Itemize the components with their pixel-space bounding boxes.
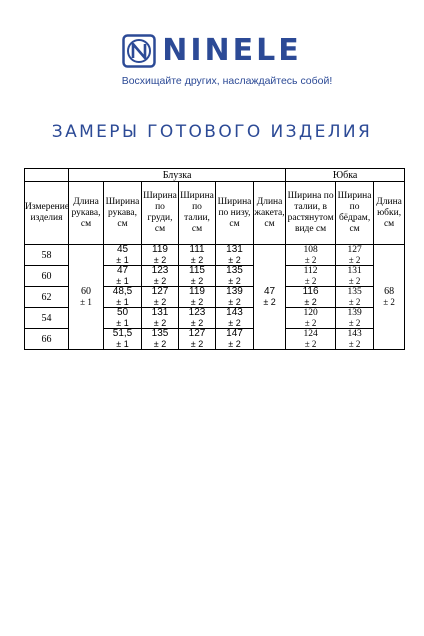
hip-cell: 139 ± 2 <box>336 308 374 329</box>
hip-cell: 127 ± 2 <box>336 245 374 266</box>
measurements-table <box>24 168 405 350</box>
hem-cell: 147 ± 2 <box>216 329 254 350</box>
size-cell: 62 <box>25 287 69 308</box>
skirt-length-merged: 68 ± 2 <box>374 245 405 350</box>
brand-logo <box>0 34 424 87</box>
header-sleeve-length: Длина рукава, см <box>69 182 104 245</box>
skirt-waist-cell: 120 ± 2 <box>286 308 336 329</box>
header-size: Измерение изделия <box>25 182 69 245</box>
waist-cell: 119 ± 2 <box>179 287 216 308</box>
chest-cell: 131 ± 2 <box>142 308 179 329</box>
brand-lockup <box>122 34 301 68</box>
empty-corner-cell <box>25 169 69 182</box>
group-header-blouse: Блузка <box>69 169 286 182</box>
sleeve-width-cell: 50 ± 1 <box>104 308 142 329</box>
sleeve-width-cell: 51,5 ± 1 <box>104 329 142 350</box>
chest-cell: 123 ± 2 <box>142 266 179 287</box>
skirt-waist-cell: 112 ± 2 <box>286 266 336 287</box>
hem-cell: 139 ± 2 <box>216 287 254 308</box>
header-hem-width: Ширина по низу, см <box>216 182 254 245</box>
waist-cell: 123 ± 2 <box>179 308 216 329</box>
ninele-logo-icon <box>122 34 156 68</box>
skirt-waist-cell: 116 ± 2 <box>286 287 336 308</box>
group-header-skirt: Юбка <box>286 169 405 182</box>
chest-cell: 135 ± 2 <box>142 329 179 350</box>
hip-cell: 131 ± 2 <box>336 266 374 287</box>
waist-cell: 111 ± 2 <box>179 245 216 266</box>
header-waist-width: Ширина по талии, см <box>179 182 216 245</box>
skirt-waist-cell: 124 ± 2 <box>286 329 336 350</box>
sleeve-length-merged: 60 ± 1 <box>69 245 104 350</box>
header-chest-width: Ширина по груди, см <box>142 182 179 245</box>
chest-cell: 119 ± 2 <box>142 245 179 266</box>
sleeve-width-cell: 48,5 ± 1 <box>104 287 142 308</box>
size-cell: 58 <box>25 245 69 266</box>
table-row <box>25 245 405 266</box>
header-hip-width: Ширина по бёдрам, см <box>336 182 374 245</box>
jacket-length-merged: 47 ± 2 <box>254 245 286 350</box>
waist-cell: 127 ± 2 <box>179 329 216 350</box>
header-jacket-length: Длина жакета, см <box>254 182 286 245</box>
header-sleeve-width: Ширина рукава, см <box>104 182 142 245</box>
waist-cell: 115 ± 2 <box>179 266 216 287</box>
page-title: ЗАМЕРЫ ГОТОВОГО ИЗДЕЛИЯ <box>51 122 373 142</box>
sleeve-width-cell: 45 ± 1 <box>104 245 142 266</box>
sleeve-width-cell: 47 ± 1 <box>104 266 142 287</box>
brand-name: NINELE <box>162 33 302 68</box>
size-cell: 60 <box>25 266 69 287</box>
brand-slogan: Восхищайте других, наслаждайтесь собой! <box>121 75 333 87</box>
skirt-waist-cell: 108 ± 2 <box>286 245 336 266</box>
header-skirt-length: Длина юбки, см <box>374 182 405 245</box>
hip-cell: 135 ± 2 <box>336 287 374 308</box>
hem-cell: 131 ± 2 <box>216 245 254 266</box>
size-cell: 66 <box>25 329 69 350</box>
chest-cell: 127 ± 2 <box>142 287 179 308</box>
hem-cell: 143 ± 2 <box>216 308 254 329</box>
hem-cell: 135 ± 2 <box>216 266 254 287</box>
hip-cell: 143 ± 2 <box>336 329 374 350</box>
size-cell: 54 <box>25 308 69 329</box>
header-skirt-waist: Ширина по талии, в растянутом виде см <box>286 182 336 245</box>
